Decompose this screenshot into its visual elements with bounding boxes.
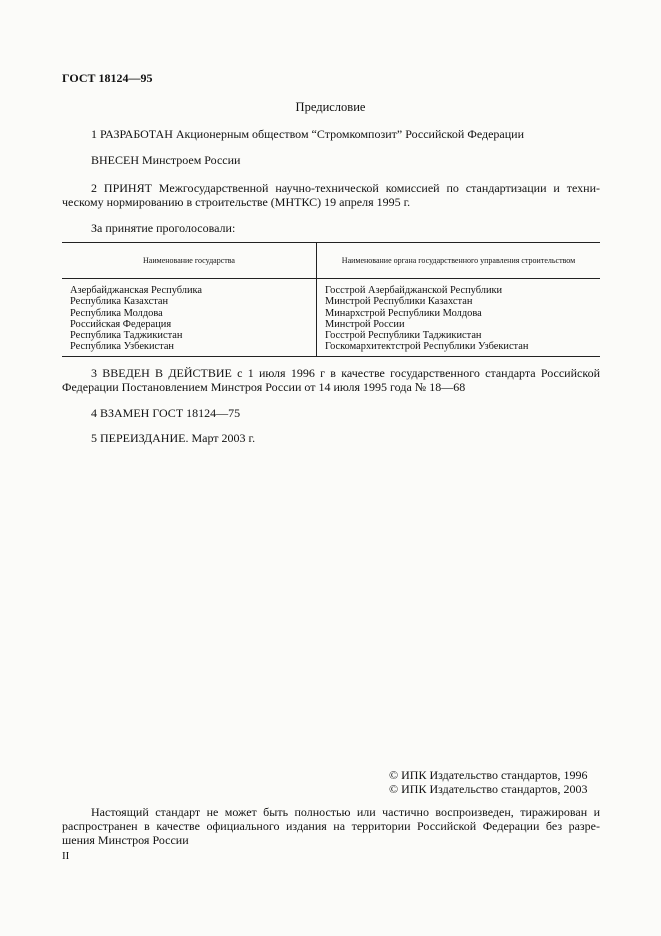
item-2-line2: ческому нормированию в строительстве (МНТКС) 19 апреля 1995 г.: [62, 195, 411, 209]
item-5-reissue: [91, 431, 255, 446]
table-cell-body: Госстрой Азербайджанской Республики: [325, 285, 503, 296]
item-introduced: [91, 153, 240, 168]
table-cell-body: Минархстрой Республики Молдова: [325, 307, 482, 319]
item-5-lead: 5 ПЕРЕИЗДАНИЕ.: [91, 431, 189, 445]
table-body-row: [62, 279, 600, 357]
table-cell-body: Госкомархитектстрой Республики Узбекистан: [325, 341, 529, 353]
item-3-lead: 3 ВВЕДЕН В ДЕЙСТВИЕ: [91, 366, 232, 380]
bodies-cell: [317, 279, 601, 357]
section-title: Предисловие: [295, 100, 366, 114]
notice-line3: шения Минстроя России: [62, 833, 189, 847]
col-header-body: Наименование органа государственного управления строительством: [317, 243, 601, 279]
introduced-text: Минстроем России: [139, 153, 241, 167]
table-cell-state: Республика Узбекистан: [70, 341, 174, 353]
table-cell-body: Минстрой России: [325, 318, 405, 330]
agreement-table: [62, 242, 600, 357]
table-cell-body: Госстрой Республики Таджикистан: [325, 330, 482, 342]
table-cell-state: Республика Казахстан: [70, 296, 169, 308]
col-header-state: Наименование государства: [62, 243, 317, 279]
item-2-text-1: Межгосударственной научно-технической комиссией по стандартизации и техни-: [151, 181, 600, 195]
item-4-text: ГОСТ 18124—75: [149, 406, 241, 420]
table-cell-state: Республика Таджикистан: [70, 330, 183, 342]
states-cell: [62, 279, 317, 357]
copyright-1996: © ИПК Издательство стандартов, 1996: [389, 768, 588, 782]
voted-label: За принятие проголосовали:: [91, 221, 236, 235]
item-3-text-1: с 1 июля 1996 г в качестве государственного стандарта Российской: [231, 366, 600, 380]
item-2-lead: 2 ПРИНЯТ: [91, 181, 152, 195]
item-1-text: Акционерным обществом “Стромкомпозит” Российской Федерации: [172, 127, 525, 141]
table-cell-state: Республика Молдова: [70, 307, 163, 319]
introduced-lead: ВНЕСЕН: [91, 153, 139, 167]
page-number: II: [62, 850, 70, 862]
table-cell-state: Российская Федерация: [70, 318, 172, 330]
item-4-lead: 4 ВЗАМЕН: [91, 406, 150, 420]
item-1-lead: 1 РАЗРАБОТАН: [91, 127, 173, 141]
notice-line1: Настоящий стандарт не может быть полностью или частично воспроизведен, тиражирован и: [91, 805, 600, 819]
item-2-line1: [62, 181, 600, 196]
standard-code: ГОСТ 18124—95: [62, 71, 153, 85]
item-1-developed: [91, 127, 524, 142]
copyright-2003: © ИПК Издательство стандартов, 2003: [389, 782, 588, 796]
item-5-text: Март 2003 г.: [188, 431, 256, 445]
item-4-replaces: [91, 406, 240, 421]
notice-line2: распространен в качестве официального издания на территории Российской Федерации без разре-: [62, 819, 600, 833]
table-cell-state: Азербайджанская Республика: [70, 285, 203, 296]
item-3-line1: [62, 366, 600, 381]
table-cell-body: Минстрой Республики Казахстан: [325, 296, 473, 308]
table-header-row: [62, 243, 600, 279]
item-3-line2: Федерации Постановлением Минстроя России от 14 июля 1995 года № 18—68: [62, 380, 466, 394]
